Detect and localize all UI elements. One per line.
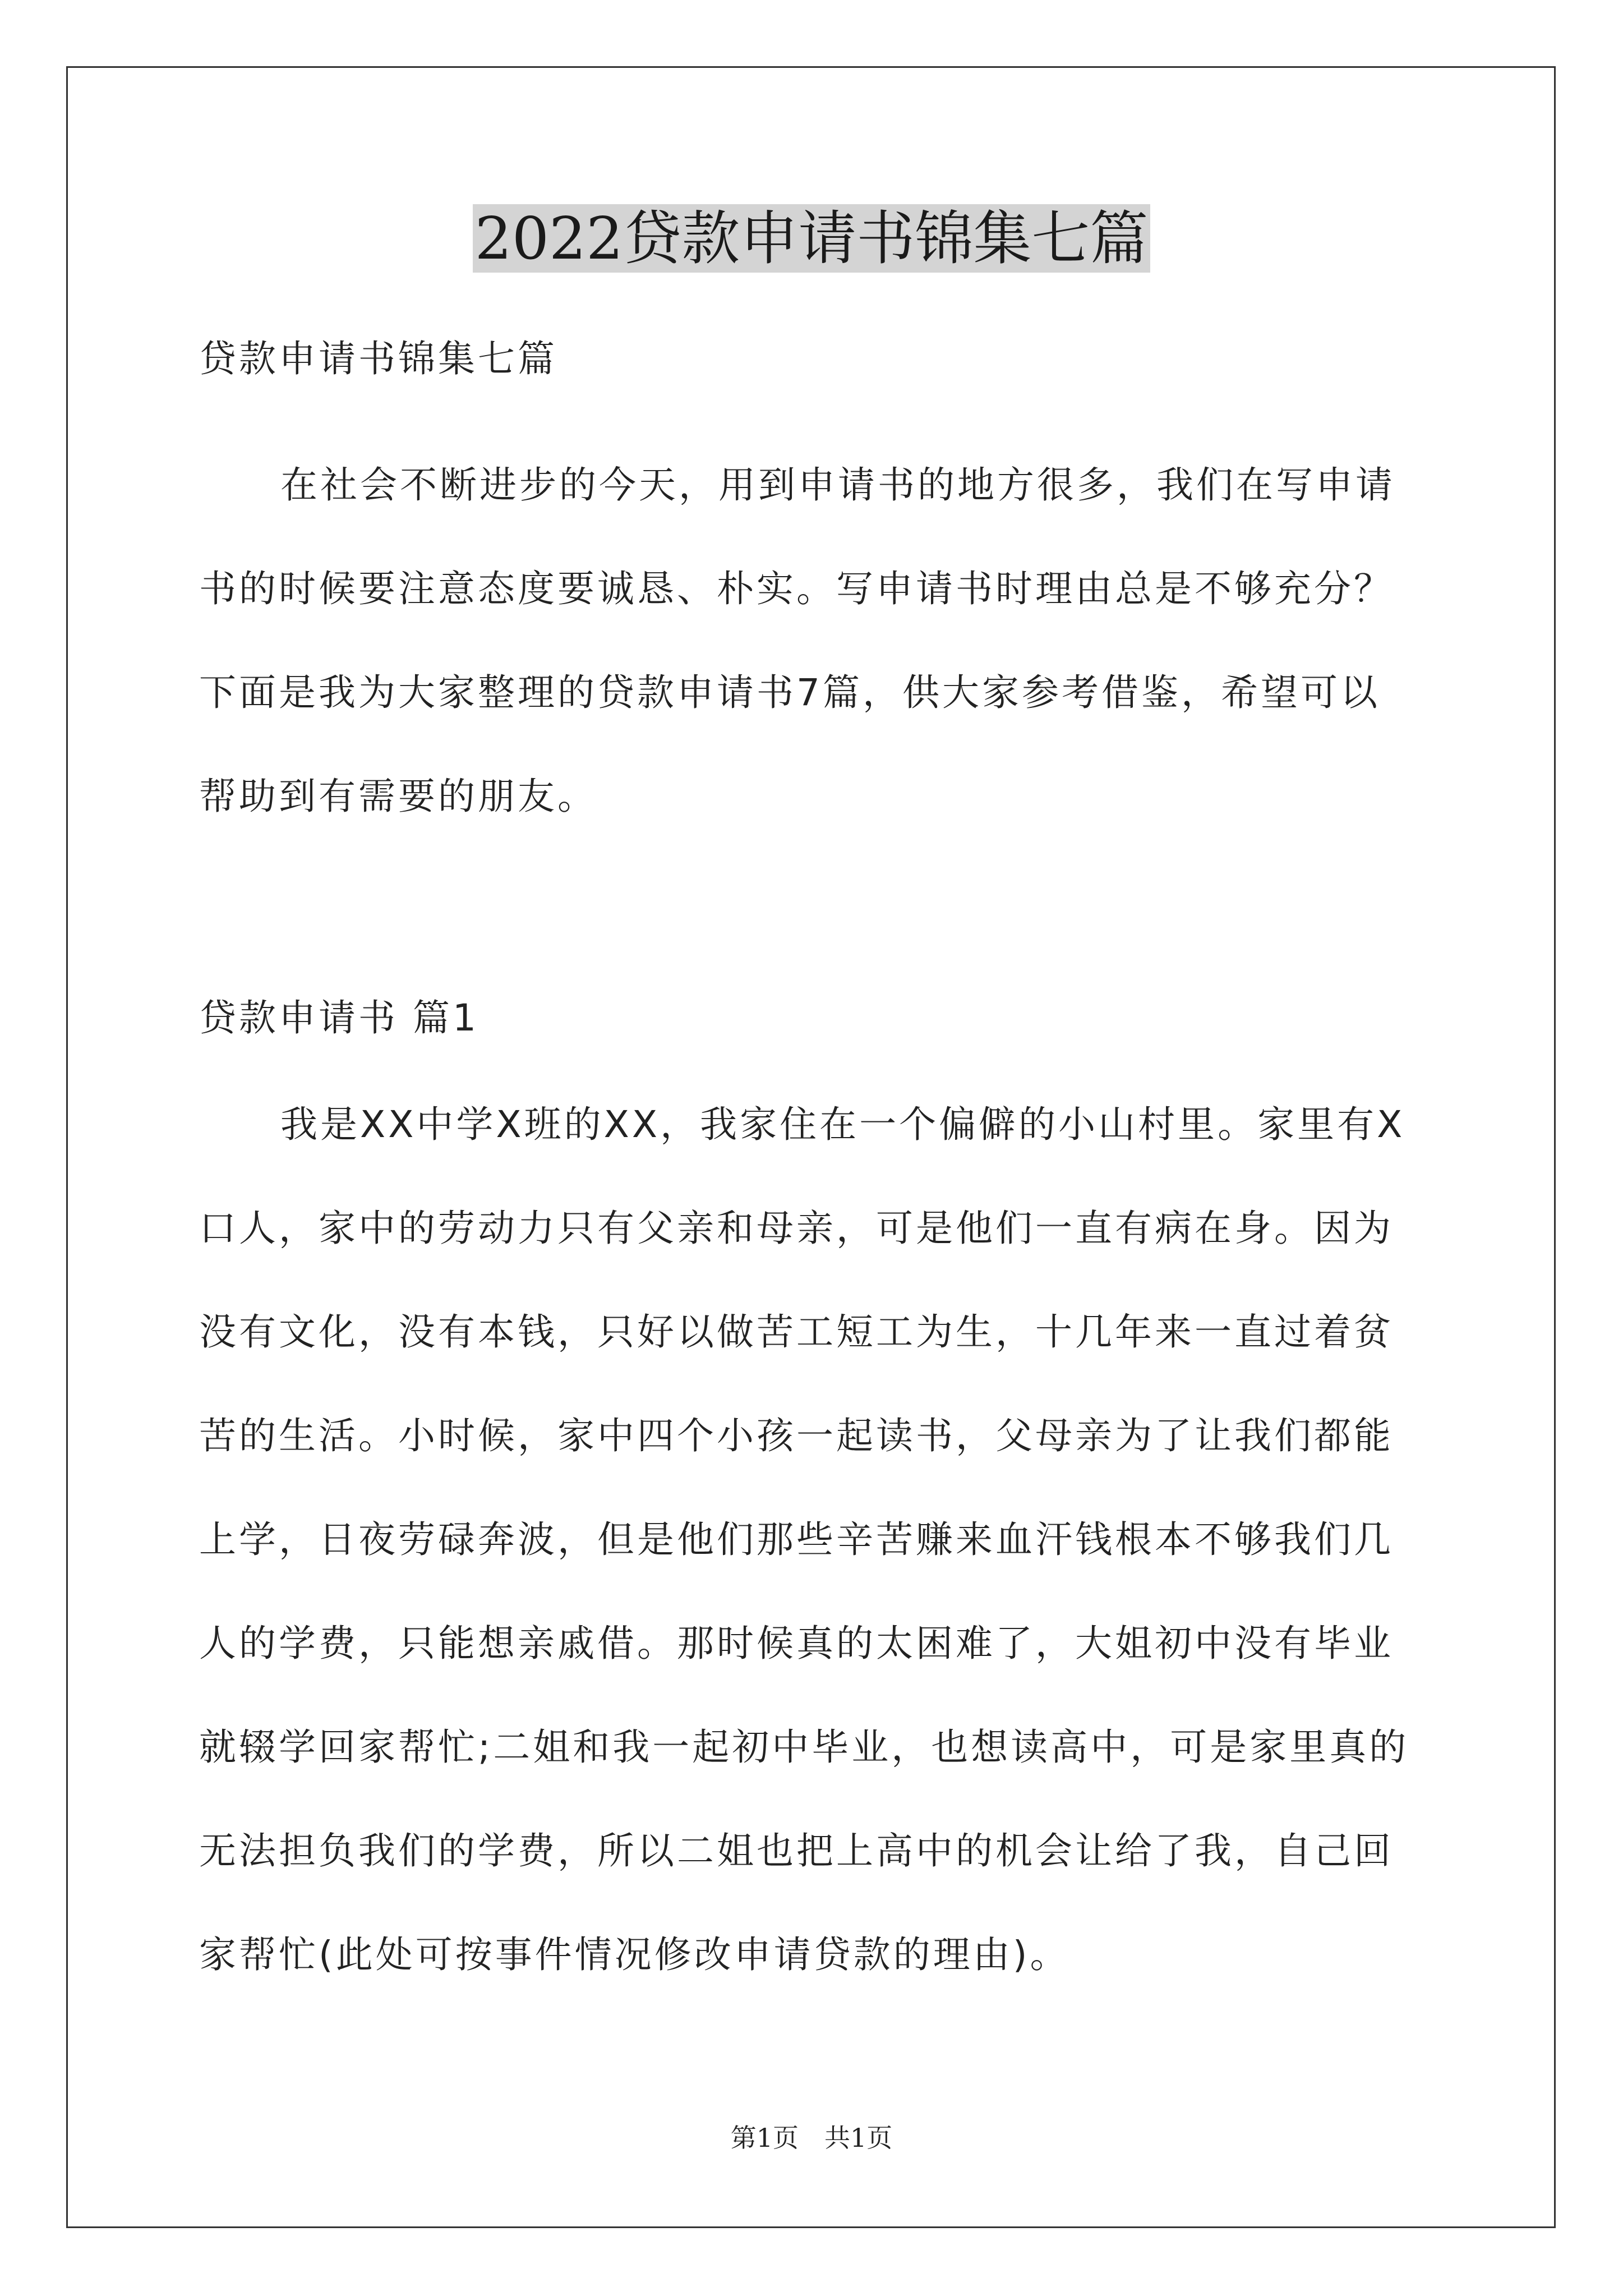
intro-line-4: 帮助到有需要的朋友。	[199, 775, 597, 818]
section-1-line-3: 没有文化，没有本钱，只好以做苦工短工为生，十几年来一直过着贫	[199, 1310, 1394, 1354]
section-1-line-7: 就辍学回家帮忙;二姐和我一起初中毕业，也想读高中，可是家里真的	[199, 1726, 1409, 1769]
section-1-heading: 贷款申请书 篇1	[199, 996, 479, 1039]
page-footer: 第1页 共1页	[730, 2123, 893, 2153]
section-1-line-6: 人的学费，只能想亲戚借。那时候真的太困难了，大姐初中没有毕业	[199, 1622, 1394, 1665]
document-subtitle: 贷款申请书锦集七篇	[199, 337, 557, 380]
section-1-line-2: 口人，家中的劳动力只有父亲和母亲，可是他们一直有病在身。因为	[199, 1207, 1394, 1250]
document-title-text: 2022贷款申请书锦集七篇	[473, 204, 1151, 273]
section-1-line-4: 苦的生活。小时候，家中四个小孩一起读书，父母亲为了让我们都能	[199, 1414, 1394, 1457]
intro-line-3: 下面是我为大家整理的贷款申请书7篇，供大家参考借鉴，希望可以	[199, 671, 1380, 714]
section-1-line-8: 无法担负我们的学费，所以二姐也把上高中的机会让给了我，自己回	[199, 1829, 1394, 1872]
intro-line-1: 在社会不断进步的今天，用到申请书的地方很多，我们在写申请	[280, 463, 1395, 507]
section-1-line-9: 家帮忙(此处可按事件情况修改申请贷款的理由)。	[199, 1933, 1070, 1976]
document-title	[0, 199, 1623, 278]
intro-line-2: 书的时候要注意态度要诚恳、朴实。写申请书时理由总是不够充分？	[199, 567, 1394, 610]
section-1-line-5: 上学，日夜劳碌奔波，但是他们那些辛苦赚来血汗钱根本不够我们几	[199, 1518, 1394, 1561]
section-1-line-1: 我是XX中学X班的XX，我家住在一个偏僻的小山村里。家里有X	[280, 1103, 1405, 1146]
